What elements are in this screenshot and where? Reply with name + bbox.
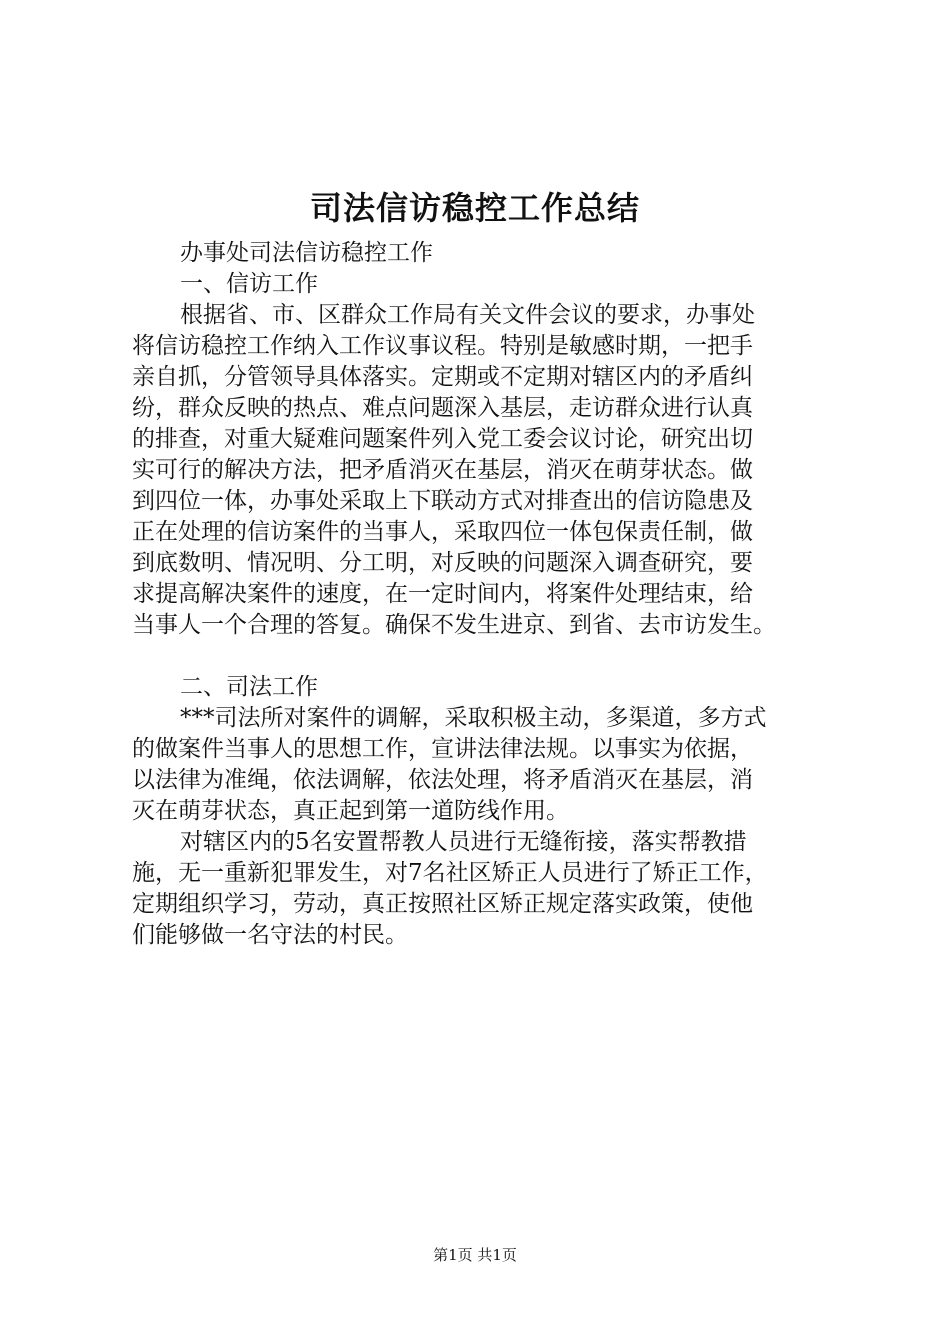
paragraph-line: 定期组织学习，劳动，真正按照社区矫正规定落实政策，使他 xyxy=(132,891,753,917)
paragraph-line: 当事人一个合理的答复。确保不发生进京、到省、去市访发生。 xyxy=(132,612,776,638)
paragraph-line: 的排查，对重大疑难问题案件列入党工委会议讨论，研究出切 xyxy=(132,426,753,452)
paragraph-line: 的做案件当事人的思想工作，宣讲法律法规。以事实为依据， xyxy=(132,736,753,762)
paragraph-line: 根据省、市、区群众工作局有关文件会议的要求，办事处 xyxy=(180,302,755,328)
paragraph-line: 求提高解决案件的速度，在一定时间内，将案件处理结束，给 xyxy=(132,581,753,607)
section2-paragraph-2 xyxy=(132,827,840,951)
paragraph-line: 正在处理的信访案件的当事人，采取四位一体包保责任制，做 xyxy=(132,519,753,545)
paragraph-line: 实可行的解决方法，把矛盾消灭在基层，消灭在萌芽状态。做 xyxy=(132,457,753,483)
paragraph-line: 到四位一体，办事处采取上下联动方式对排查出的信访隐患及 xyxy=(132,488,753,514)
document-body xyxy=(132,238,840,951)
paragraph-line: 到底数明、情况明、分工明，对反映的问题深入调查研究，要 xyxy=(132,550,753,576)
section2-paragraph-1 xyxy=(132,703,840,827)
paragraph-line: 灭在萌芽状态，真正起到第一道防线作用。 xyxy=(132,798,569,824)
paragraph-line: 将信访稳控工作纳入工作议事议程。特别是敏感时期，一把手 xyxy=(132,333,753,359)
paragraph-line: 们能够做一名守法的村民。 xyxy=(132,922,408,948)
section1-paragraph xyxy=(132,300,840,641)
page-footer: 第1页 共1页 xyxy=(433,1246,517,1264)
paragraph-spacer xyxy=(132,641,840,672)
section2-heading: 二、司法工作 xyxy=(180,674,318,700)
paragraph-line: 对辖区内的5名安置帮教人员进行无缝衔接，落实帮教措 xyxy=(180,829,747,855)
document-subtitle: 办事处司法信访稳控工作 xyxy=(180,240,433,266)
paragraph-line: ***司法所对案件的调解，采取积极主动，多渠道，多方式 xyxy=(180,705,767,731)
paragraph-line: 以法律为准绳，依法调解，依法处理，将矛盾消灭在基层，消 xyxy=(132,767,753,793)
paragraph-line: 纷，群众反映的热点、难点问题深入基层，走访群众进行认真 xyxy=(132,395,753,421)
section1-heading: 一、信访工作 xyxy=(180,271,318,297)
document-title: 司法信访稳控工作总结 xyxy=(309,189,640,227)
paragraph-line: 施，无一重新犯罪发生，对7名社区矫正人员进行了矫正工作， xyxy=(132,860,768,886)
paragraph-line: 亲自抓，分管领导具体落实。定期或不定期对辖区内的矛盾纠 xyxy=(132,364,753,390)
